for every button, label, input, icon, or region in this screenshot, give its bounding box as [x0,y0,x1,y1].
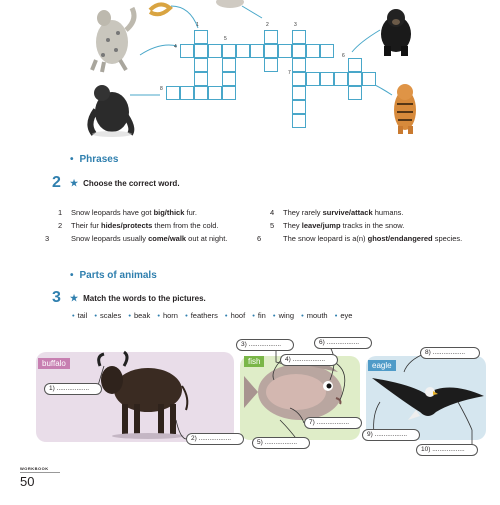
answer-box-6[interactable]: 6) .................. [314,337,372,349]
crossword-number: 4 [174,44,177,50]
answer-box-10[interactable]: 10) .................. [416,444,478,456]
word-item: scales [99,311,122,320]
eagle-image [372,378,484,420]
answer-box-3[interactable]: 3) .................. [236,339,294,351]
exercise-3-number: 3 [52,289,61,306]
pointer-line [458,402,472,450]
answer-box-2[interactable]: 2) .................. [186,433,244,445]
sentence-item: 1 Snow leopards have got big/thick fur. [58,208,197,217]
sentence-item: 3 Snow leopards usually come/walk out at night. [45,234,228,243]
word-choice[interactable]: come/walk [148,234,187,243]
word-item: mouth [306,311,328,320]
fish-image [244,361,342,420]
word-item: horn [162,311,178,320]
answer-box-5[interactable]: 5) .................. [252,437,310,449]
sentence-item: 6 The snow leopard is a(n) ghost/endangered species. [257,234,463,243]
word-item: tail [77,311,88,320]
exercise-2-number: 2 [52,174,61,191]
sentence-item: 5 They leave/jump tracks in the snow. [270,221,405,230]
word-item: fin [257,311,266,320]
exercise-2-title: ★ Choose the correct word. [70,178,180,188]
page-number: 50 [20,474,35,489]
workbook-label: WORKBOOK [20,466,49,471]
word-list: • tail • scales • beak • horn • feathers • hoof • fin • wing • mouth • eye [72,311,353,320]
star-icon: ★ [70,293,79,303]
answer-box-8[interactable]: 8) .................. [420,347,480,359]
crossword-number: 7 [288,70,291,76]
fish-tag: fish [244,356,264,367]
word-item: eye [340,311,353,320]
answer-box-4[interactable]: 4) .................. [280,354,338,366]
crossword-number: 2 [266,22,269,28]
word-choice[interactable]: ghost/endangered [367,234,433,243]
word-item: wing [278,311,294,320]
exercise-3-title: ★ Match the words to the pictures. [70,293,206,303]
crossword-number: 6 [342,53,345,59]
phrases-heading: • Phrases [70,154,119,165]
sentence-item: 2 Their fur hides/protects them from the cold. [58,221,219,230]
word-item: hoof [230,311,246,320]
buffalo-tag: buffalo [38,358,70,369]
star-icon: ★ [70,178,79,188]
word-item: feathers [190,311,218,320]
answer-box-9[interactable]: 9) .................. [362,429,420,441]
bullet-icon: • [70,154,74,165]
word-choice[interactable]: big/thick [153,208,185,217]
parts-heading: • Parts of animals [70,270,157,281]
word-choice[interactable]: hides/protects [101,221,153,230]
crossword-number: 3 [294,22,297,28]
bullet-icon: • [70,270,74,281]
answer-box-1[interactable]: 1) .................. [44,383,102,395]
crossword-number: 5 [224,36,227,42]
eagle-tag: eagle [368,360,396,371]
sentence-item: 4 They rarely survive/attack humans. [270,208,404,217]
answer-box-7[interactable]: 7) .................. [304,417,362,429]
buffalo-image [99,352,188,439]
footer-divider [20,472,60,473]
word-choice[interactable]: survive/attack [322,208,373,217]
crossword-number: 8 [160,86,163,92]
crossword-number: 1 [196,22,199,28]
word-choice[interactable]: leave/jump [301,221,341,230]
word-item: beak [133,311,151,320]
